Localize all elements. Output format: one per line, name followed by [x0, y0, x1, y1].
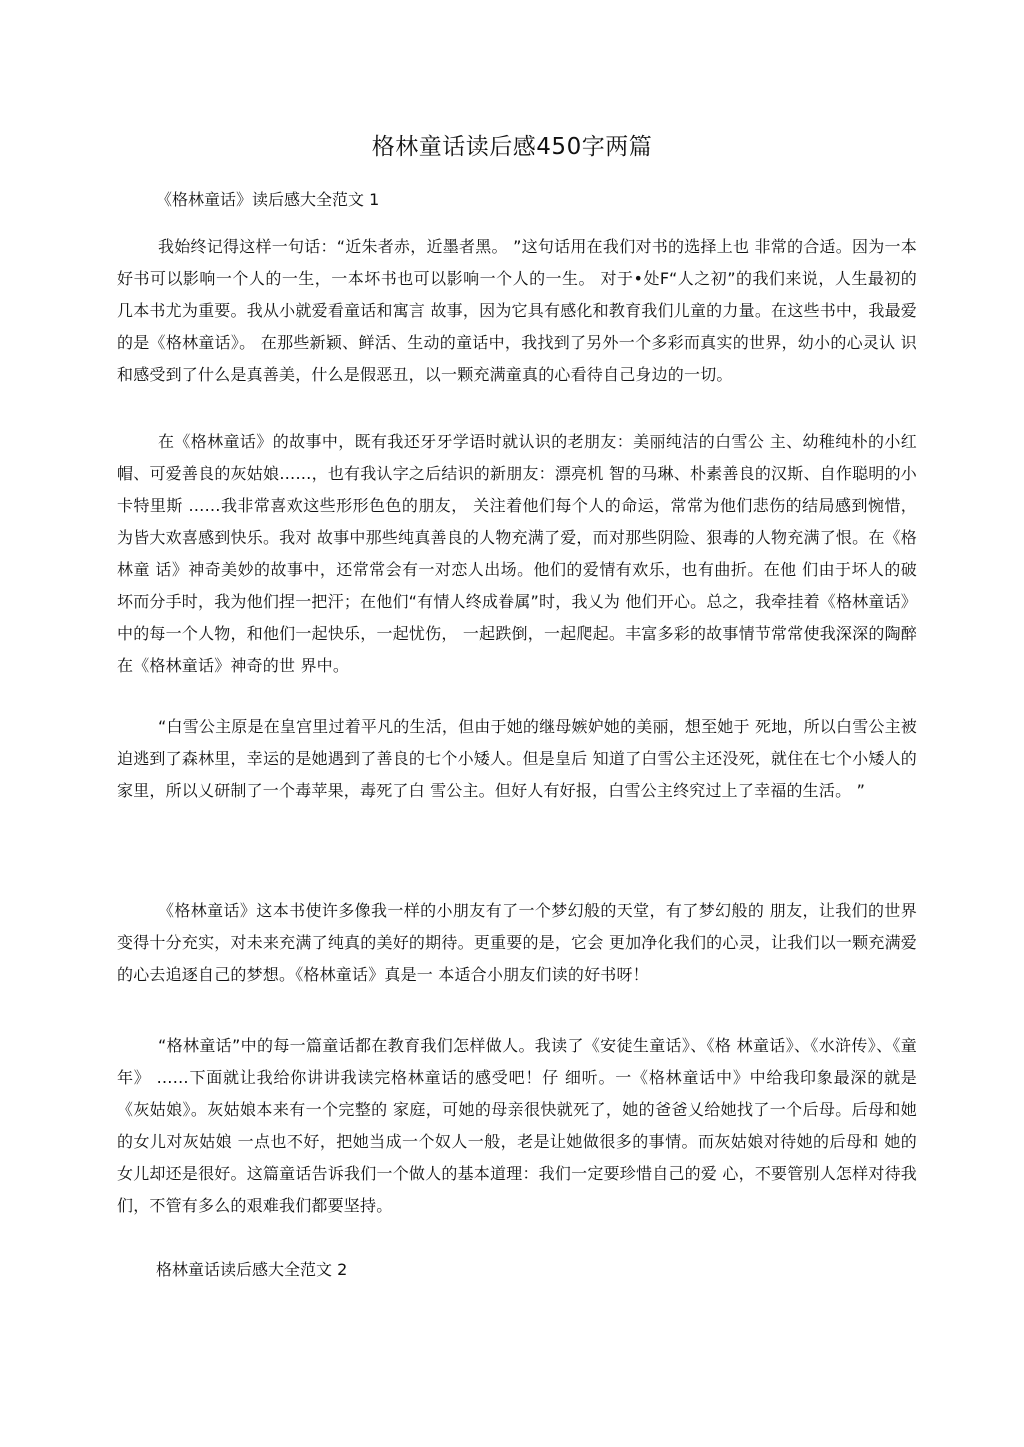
paragraph-1: 我始终记得这样一句话：“近朱者赤，近墨者黑。 ”这句话用在我们对书的选择上也 非常的合适。因为一本好书可以影响一个人的一生，一本坏书也可以影响一个人的一生。 对于•处F“人之初”的我们来说，人生最初的几本书尤为重要。我从小就爱看童话和寓言 故事，因为它具有感化和教育我们儿童的力量。在这些书中，我最爱的是《格林童话》。 在那些新颖、鲜活、生动的童话中，我找到了另外一个多彩而真实的世界，幼小的心灵认 识和感受到了什么是真善美，什么是假恶丑，以一颗充满童真的心看待自己身边的一切。 [117, 237, 917, 384]
paragraph-5: “格林童话”中的每一篇童话都在教育我们怎样做人。我读了《安徒生童话》、《格 林童话》、《水浒传》、《童年》 ……下面就让我给你讲讲我读完格林童话的感受吧！仔 细听。一《格林童话中》中给我印象最深的就是《灰姑娘》。灰姑娘本来有一个完整的 家庭，可她的母亲很快就死了，她的爸爸乂给她找了一个后母。后母和她的女儿对灰姑娘 一点也不好，把她当成一个奴人一般，老是让她做很多的事情。而灰姑娘对待她的后母和 她的女儿却还是很好。这篇童话告诉我们一个做人的基本道理：我们一定要珍惜自己的爱 心，不要管别人怎样对待我们，不管有多么的艰难我们都要坚持。 [117, 1036, 917, 1215]
paragraph-2: 在《格林童话》的故事中，既有我还牙牙学语时就认识的老朋友：美丽纯洁的白雪公 主、幼稚纯朴的小红帽、可爱善良的灰姑娘……，也有我认字之后结识的新朋友：漂亮机 智的马琳、朴素善良的汉斯、自作聪明的小卡特里斯 ……我非常喜欢这些形形色色的朋友， 关注着他们每个人的命运，常常为他们悲伤的结局感到惋惜，为皆大欢喜感到快乐。我对 故事中那些纯真善良的人物充满了爱，而对那些阴险、狠毒的人物充满了恨。在《格林童 话》神奇美妙的故事中，还常常会有一对恋人出场。他们的爱情有欢乐，也有曲折。在他 们由于坏人的破坏而分手时，我为他们捏一把汗；在他们“有情人终成眷属”时，我乂为 他们开心。总之，我牵挂着《格林童话》中的每一个人物，和他们一起快乐，一起忧伤， 一起跌倒，一起爬起。丰富多彩的故事情节常常使我深深的陶醉在《格林童话》神奇的世 界中。 [117, 432, 917, 675]
document-title: 格林童话读后感450字两篇 [371, 134, 653, 160]
section-heading-1: 《格林童话》读后感大全范文 1 [156, 190, 380, 209]
section-heading-2: 格林童话读后感大全范文 2 [156, 1260, 348, 1279]
paragraph-3: “白雪公主原是在皇宫里过着平凡的生活，但由于她的继母嫉妒她的美丽，想至她于 死地，所以白雪公主被迫逃到了森林里，幸运的是她遇到了善良的七个小矮人。但是皇后 知道了白雪公主还没死，就住在七个小矮人的家里，所以乂研制了一个毒苹果，毒死了白 雪公主。但好人有好报，白雪公主终究过上了幸福的生活。 ” [117, 717, 917, 800]
paragraph-4: 《格林童话》这本书使许多像我一样的小朋友有了一个梦幻般的天堂，有了梦幻般的 朋友，让我们的世界变得十分充实，对未来充满了纯真的美好的期待。更重要的是，它会 更加净化我们的心灵，让我们以一颗充满爱的心去追逐自己的梦想。《格林童话》真是一 本适合小朋友们读的好书呀！ [117, 901, 917, 984]
